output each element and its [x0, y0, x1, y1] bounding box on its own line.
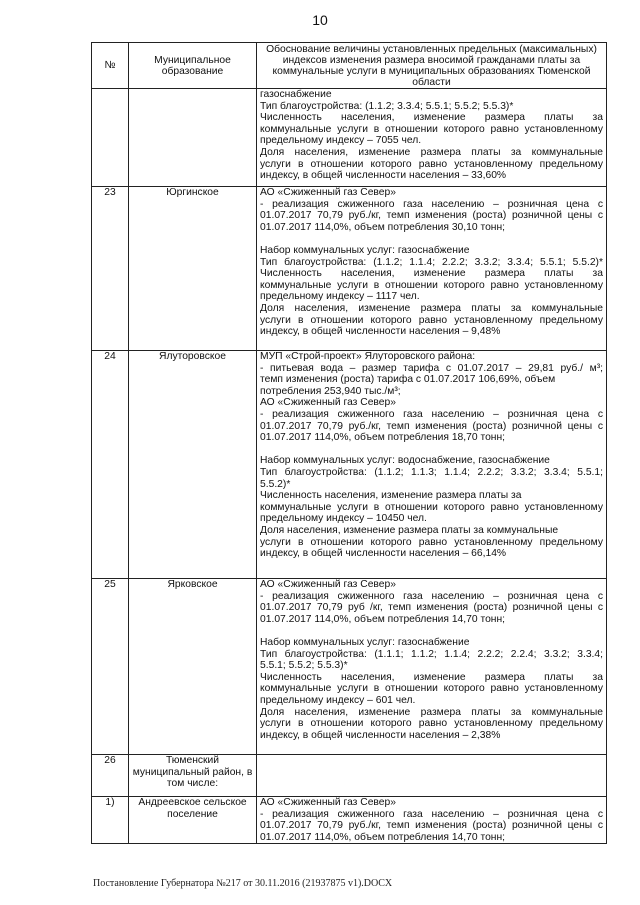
- row-number: 24: [92, 351, 129, 579]
- justification-line: 01.07.2017 70,79 руб./кг, темп изменения (роста) розничной цены с: [260, 820, 603, 832]
- justification-line: индексу, в общей численности населения – 66,14%: [260, 548, 507, 560]
- justification-cell: [257, 351, 607, 579]
- justification-line: предельному индексу – 10450 чел.: [260, 513, 427, 525]
- row-number: 25: [92, 579, 129, 755]
- justification-cell: [257, 187, 607, 351]
- justification-line: Численность населения, изменение размера платы за: [260, 671, 603, 683]
- municipality-name: Юргинское: [129, 187, 257, 351]
- justification-line: 01.07.2017 114,0%, объем потребления 18,70 тонн;: [260, 432, 506, 444]
- justification-line: - реализация сжиженного газа населению – розничная цена с: [260, 590, 603, 602]
- justification-line: услуги в отношении которого равно установленному предельному: [260, 158, 603, 170]
- justification-cell: [257, 755, 607, 797]
- justification-line: 01.07.2017 114,0%, объем потребления 14,70 тонн;: [260, 831, 506, 843]
- justification-line: индексу, в общей численности населения – 33,60%: [260, 170, 507, 182]
- justification-line: [260, 233, 603, 245]
- justification-line: коммунальные услуги в отношении которого равно установленному: [260, 279, 603, 291]
- justification-line: коммунальные услуги в отношении которого равно установленному: [260, 501, 603, 513]
- row-number: [92, 89, 129, 187]
- justification-line: 5.5.1; 5.5.2; 5.5.3)*: [260, 660, 348, 672]
- justification-line: Численность населения, изменение размера платы за: [260, 268, 603, 280]
- table-row: [92, 755, 607, 797]
- justification-line: коммунальные услуги в отношении которого равно установленному: [260, 683, 603, 695]
- justification-line: предельному индексу – 601 чел.: [260, 694, 416, 706]
- justification-cell: [257, 89, 607, 187]
- header-num: №: [92, 43, 129, 89]
- justification-line: темп изменения (роста) тарифа с 01.07.2017 106,69%, объем: [260, 374, 556, 386]
- justification-line: [260, 444, 603, 456]
- justification-line: 01.07.2017 114,0%, объем потребления 30,10 тонн;: [260, 221, 506, 233]
- justification-line: Численность населения, изменение размера платы за: [260, 112, 603, 124]
- justification-line: МУП «Строй-проект» Ялуторовского района:: [260, 351, 476, 362]
- justification-line: 5.5.2)*: [260, 478, 291, 490]
- justification-line: услуги в отношении которого равно установленному предельному: [260, 314, 603, 326]
- justification-line: Доля населения, изменение размера платы за коммунальные: [260, 146, 603, 158]
- justification-line: АО «Сжиженный газ Север»: [260, 187, 396, 198]
- justification-line: Доля населения, изменение размера платы за коммунальные: [260, 706, 603, 718]
- table-row: [92, 797, 607, 844]
- justification-line: [260, 625, 603, 637]
- municipality-name: Тюменский муниципальный район, в том числе:: [129, 755, 257, 797]
- justification-line: Доля населения, изменение размера платы за коммунальные: [260, 524, 559, 536]
- document-footer: Постановление Губернатора №217 от 30.11.2016 (21937875 v1).DOCX: [93, 878, 393, 889]
- page-number: 10: [312, 12, 328, 28]
- justification-line: индексу, в общей численности населения – 2,38%: [260, 729, 501, 741]
- justification-line: 01.07.2017 70,79 руб /кг, темп изменения (роста) розничной цены с: [260, 602, 603, 614]
- justification-line: потребления 253,940 тыс./м³;: [260, 385, 401, 397]
- justification-line: 01.07.2017 70,79 руб./кг, темп изменения (роста) розничной цены с: [260, 420, 603, 432]
- header-municipality: Муниципальное образование: [129, 43, 257, 89]
- justification-line: Тип благоустройства: (1.1.2; 3.3.4; 5.5.1; 5.5.2; 5.5.3)*: [260, 100, 514, 112]
- table-row: [92, 187, 607, 351]
- justification-line: услуги в отношении которого равно установленному предельному: [260, 718, 603, 730]
- justification-line: 01.07.2017 114,0%, объем потребления 14,70 тонн;: [260, 613, 506, 625]
- justification-line: 01.07.2017 70,79 руб./кг, темп изменения (роста) розничной цены с: [260, 210, 603, 222]
- municipality-name: Андреевское сельское поселение: [129, 797, 257, 844]
- justification-cell: [257, 797, 607, 844]
- justification-line: Набор коммунальных услуг: водоснабжение, газоснабжение: [260, 455, 550, 467]
- table-body: [92, 89, 607, 844]
- justification-line: индексу, в общей численности населения – 9,48%: [260, 326, 501, 338]
- header-justification: Обоснование величины установленных предельных (максимальных) индексов изменения размера вносимой гражданами платы за коммунальные услуги в муниципальных образованиях Тюменской области: [257, 43, 607, 89]
- justification-cell: [257, 579, 607, 755]
- row-number: 26: [92, 755, 129, 797]
- tariff-justification-table: [91, 42, 607, 844]
- row-number: 23: [92, 187, 129, 351]
- justification-line: Набор коммунальных услуг: газоснабжение: [260, 636, 470, 648]
- justification-line: предельному индексу – 1117 чел.: [260, 291, 420, 303]
- municipality-name: [129, 89, 257, 187]
- justification-line: - реализация сжиженного газа населению – розничная цена с: [260, 198, 603, 210]
- justification-line: Набор коммунальных услуг: газоснабжение: [260, 244, 470, 256]
- row-number: 1): [92, 797, 129, 844]
- justification-line: коммунальные услуги в отношении которого равно установленному: [260, 123, 603, 135]
- table-row: [92, 579, 607, 755]
- justification-line: АО «Сжиженный газ Север»: [260, 797, 396, 808]
- table-row: [92, 89, 607, 187]
- justification-line: - реализация сжиженного газа населению – розничная цена с: [260, 808, 603, 820]
- justification-line: предельному индексу – 7055 чел.: [260, 135, 422, 147]
- table-header-row: [92, 43, 607, 89]
- justification-line: Тип благоустройства: (1.1.1; 1.1.2; 1.1.4; 2.2.2; 2.2.4; 3.3.2; 3.3.4;: [260, 648, 603, 660]
- justification-line: газоснабжение: [260, 89, 332, 100]
- justification-line: - реализация сжиженного газа населению – розничная цена с: [260, 408, 603, 420]
- justification-line: Тип благоустройства: (1.1.2; 1.1.3; 1.1.4; 2.2.2; 3.3.2; 3.3.4; 5.5.1;: [260, 466, 603, 478]
- justification-line: АО «Сжиженный газ Север»: [260, 579, 396, 590]
- justification-line: Численность населения, изменение размера платы за: [260, 490, 522, 502]
- municipality-name: Ярковское: [129, 579, 257, 755]
- table-row: [92, 351, 607, 579]
- justification-line: услуги в отношении которого равно установленному предельному: [260, 536, 603, 548]
- justification-line: - питьевая вода – размер тарифа с 01.07.2017 – 29,81 руб./ м³;: [260, 362, 603, 374]
- justification-line: Тип благоустройства: (1.1.2; 1.1.4; 2.2.2; 3.3.2; 3.3.4; 5.5.1; 5.5.2)*: [260, 256, 603, 268]
- municipality-name: Ялуторовское: [129, 351, 257, 579]
- justification-line: АО «Сжиженный газ Север»: [260, 397, 396, 409]
- justification-line: Доля населения, изменение размера платы за коммунальные: [260, 302, 603, 314]
